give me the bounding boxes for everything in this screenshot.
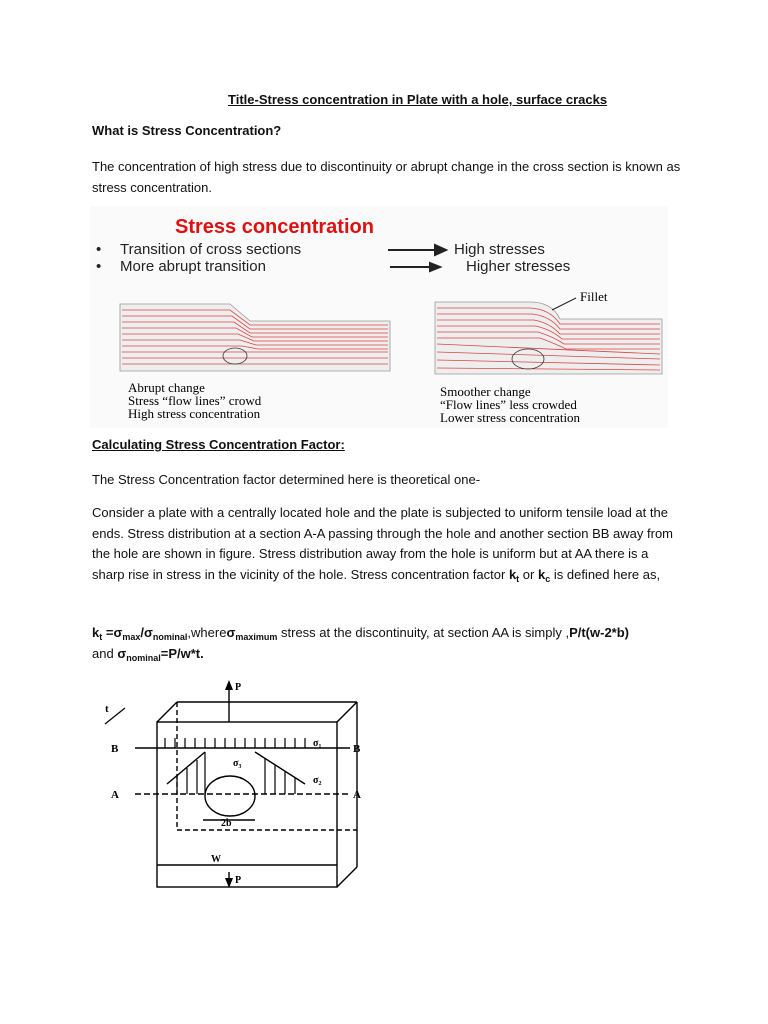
svg-text:•: • [96,241,102,258]
right-caption-2: “Flow lines” less crowded [440,397,577,412]
bullet2-right: Higher stresses [466,258,571,275]
consider-text: Consider a plate with a centrally located hole and the plate is subjected to uniform tensile load at the ends. Stress distribution at a section A-A passing through the hole and another section BB away from the hole are shown in figure. Stress distribution away from the hole is uniform but at AA there is a sharp rise in stress in the vicinity of the hole. Stress concentration factor [92,505,674,582]
svg-text:t: t [105,703,109,715]
plate-with-hole-diagram [95,680,375,890]
definition-paragraph: The concentration of high stress due to discontinuity or abrupt change in the cross section is known as stress concentration. [92,159,681,195]
consider-paragraph: Consider a plate with a centrally located hole and the plate is subjected to uniform tensile load at the ends. Stress distribution at a section A-A passing through the hole and another section BB away from the hole are shown in figure. Stress distribution away from the hole is uniform but at AA there is a sharp rise in stress in the vicinity of the hole. Stress concentration factor $k_t$ or $k_c$ is defined here as, [92,505,674,584]
theoretical-line: The Stress Concentration factor determined here is theoretical one- [92,472,481,487]
heading-calculating: Calculating Stress Concentration Factor: [92,437,345,452]
bullet1-left: Transition of cross sections [120,241,302,258]
bullet1-right: High stresses [454,241,545,258]
stress-concentration-figure [90,206,668,428]
svg-text:W: W [211,854,221,865]
page-title: Title-Stress concentration in Plate with a hole, surface cracks [228,92,608,107]
svg-text:A: A [111,789,119,801]
kc-symbol: $k_c$ [537,566,551,584]
svg-text:σ₁: σ₁ [313,738,322,749]
left-caption-3: High stress concentration [128,406,261,421]
kt-symbol: $k_t$ [508,566,520,584]
right-caption-3: Lower stress concentration [440,410,581,425]
svg-text:σ₃: σ₃ [233,758,242,769]
fillet-label: Fillet [580,289,608,304]
svg-text:A: A [353,789,361,801]
svg-text:P: P [235,875,242,886]
right-caption-1: Smoother change [440,384,531,399]
heading-what-is: What is Stress Concentration? [92,123,282,138]
svg-text:σ₂: σ₂ [313,775,322,786]
left-caption-2: Stress “flow lines” crowd [128,393,262,408]
figure-header: Stress concentration [175,216,374,238]
svg-text:2b: 2b [221,818,232,829]
bullet2-left: More abrupt transition [120,258,266,275]
svg-text:•: • [96,258,102,275]
svg-text:B: B [353,743,361,755]
left-caption-1: Abrupt change [128,380,205,395]
svg-text:P: P [235,682,242,693]
formula-paragraph: $k_t$ $=\sigma_{max}/\sigma_{nominal},where\sigma_{maximum}$ stress at the discontinuity, at section AA is simply ,P/t(w-2*b) and $\sigma_{nominal}=P/w*t$. [92,625,630,663]
svg-text:B: B [111,743,119,755]
